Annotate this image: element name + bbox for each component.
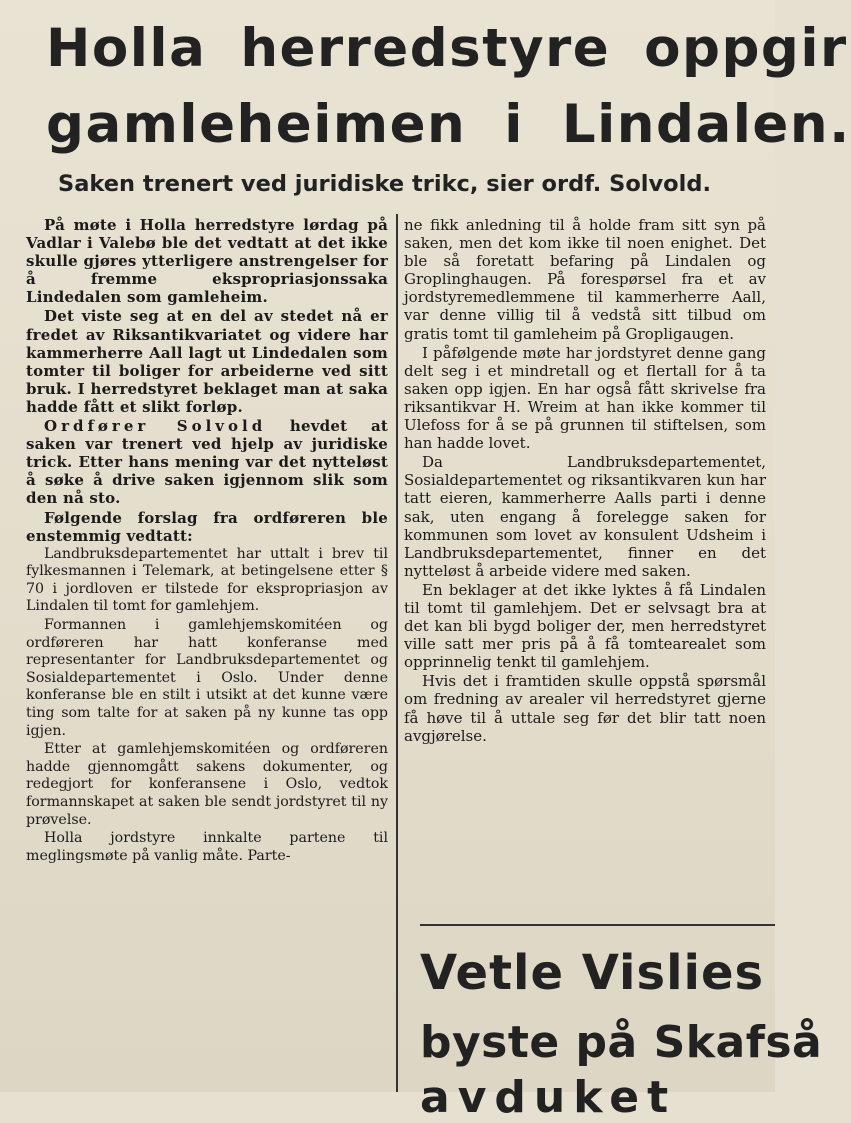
paragraph: Holla jordstyre innkalte partene til meglingsmøte på vanlig måte. Parte- <box>26 830 388 864</box>
next-headline-line-1: Vetle Vislies <box>420 945 765 1001</box>
article-column-2 <box>404 216 766 746</box>
paragraph: Etter at gamlehjemskomitéen og ordføreren hadde gjennomgått sakens dokumenter, og redegjort for konferansene i Oslo, vedtok formannskapet at saken ble sendt jordstyret til ny prøvelse. <box>26 741 388 828</box>
headline-line-1: Holla herredstyre oppgir <box>46 18 848 79</box>
paragraph: I påfølgende møte har jordstyret denne gang delt seg i et mindretall og et flertall for å ta saken opp igjen. En har også fått skrivelse fra riksantikvar H. Wreim at han ikke kommer til Ulefoss for å se på grunnen til stiftelsen, som han hadde lovet. <box>404 343 766 453</box>
paragraph: Det viste seg at en del av stedet nå er fredet av Riksantikvariatet og videre har kammerherre Aall lagt ut Lindedalen som tomter til boliger for arbeiderne ved sitt bruk. I herredstyret beklaget man at saka hadde fått et slikt forløp. <box>26 307 388 416</box>
next-headline-cut-off <box>420 1072 775 1123</box>
paragraph <box>26 417 388 507</box>
paragraph: Hvis det i framtiden skulle oppstå spørsmål om fredning av arealer vil herredstyret gjerne få høve til å uttale seg før det blir tatt noen avgjørelse. <box>404 672 766 745</box>
paragraph: Da Landbruksdepartementet, Sosialdepartementet og riksantikvaren kun har tatt eieren, kammerherre Aalls parti i denne sak, uten engang å forelegge saken for kommunen som lovet av konsulent Udsheim i Landbruksdepartementet, finner en det nytteløst å arbeide videre med saken. <box>404 453 766 580</box>
mayor-name: Ordfører Solvold <box>44 417 267 436</box>
paragraph: Følgende forslag fra ordføreren ble enstemmig vedtatt: <box>26 508 388 545</box>
paragraph: En beklager at det ikke lyktes å få Lindalen til tomt til gamlehjem. Det er selvsagt bra at det kan bli bygd boliger der, men herredstyret ville satt mer pris på å få tomtearealet som opprinnelig tenkt til gamlehjem. <box>404 580 766 672</box>
subheadline: Saken trenert ved juridiske trikc, sier ordf. Solvold. <box>58 171 712 197</box>
next-headline-line-2: byste på Skafså <box>420 1017 823 1068</box>
paragraph: Landbruksdepartementet har uttalt i brev til fylkesmannen i Telemark, at betingelsene etter § 70 i jordloven er tilstede for ekspropriasjon av Lindalen til tomt for gamlehjem. <box>26 545 388 615</box>
paragraph: ne fikk anledning til å holde fram sitt syn på saken, men det kom ikke til noen enighet. Det ble så foretatt befaring på Lindalen og Groplinghaugen. På forespørsel fra et av jordstyremedlemmene til kammerherre Aall, var denne villig til å vedstå sitt tilbud om gratis tomt til gamleheim på Gropligaugen. <box>404 216 766 343</box>
column-divider <box>396 214 398 1092</box>
article-column-1 <box>26 216 388 866</box>
next-headline-line-3: avduket <box>420 1072 677 1123</box>
paragraph: På møte i Holla herredstyre lørdag på Vadlar i Valebø ble det vedtatt at det ikke skulle gjøres ytterligere anstrengelser for å fremme ekspropriasjonssaka Lindedalen som gamleheim. <box>26 216 388 307</box>
headline-line-2: gamleheimen i Lindalen. <box>46 94 851 155</box>
paragraph-text: hevdet at saken var trenert ved hjelp av juridiske trick. Etter hans mening var det nytteløst å søke å drive saken igjennom slik som den nå sto. <box>26 417 388 508</box>
article-divider <box>420 924 775 926</box>
paragraph: Formannen i gamlehjemskomitéen og ordføreren har hatt konferanse med representanter for Landbruksdepartementet og Sosialdepartementet i Oslo. Under denne konferanse ble en stilt i utsikt at det kunne være ting som talte for at saken på ny kunne tas opp igjen. <box>26 617 388 739</box>
